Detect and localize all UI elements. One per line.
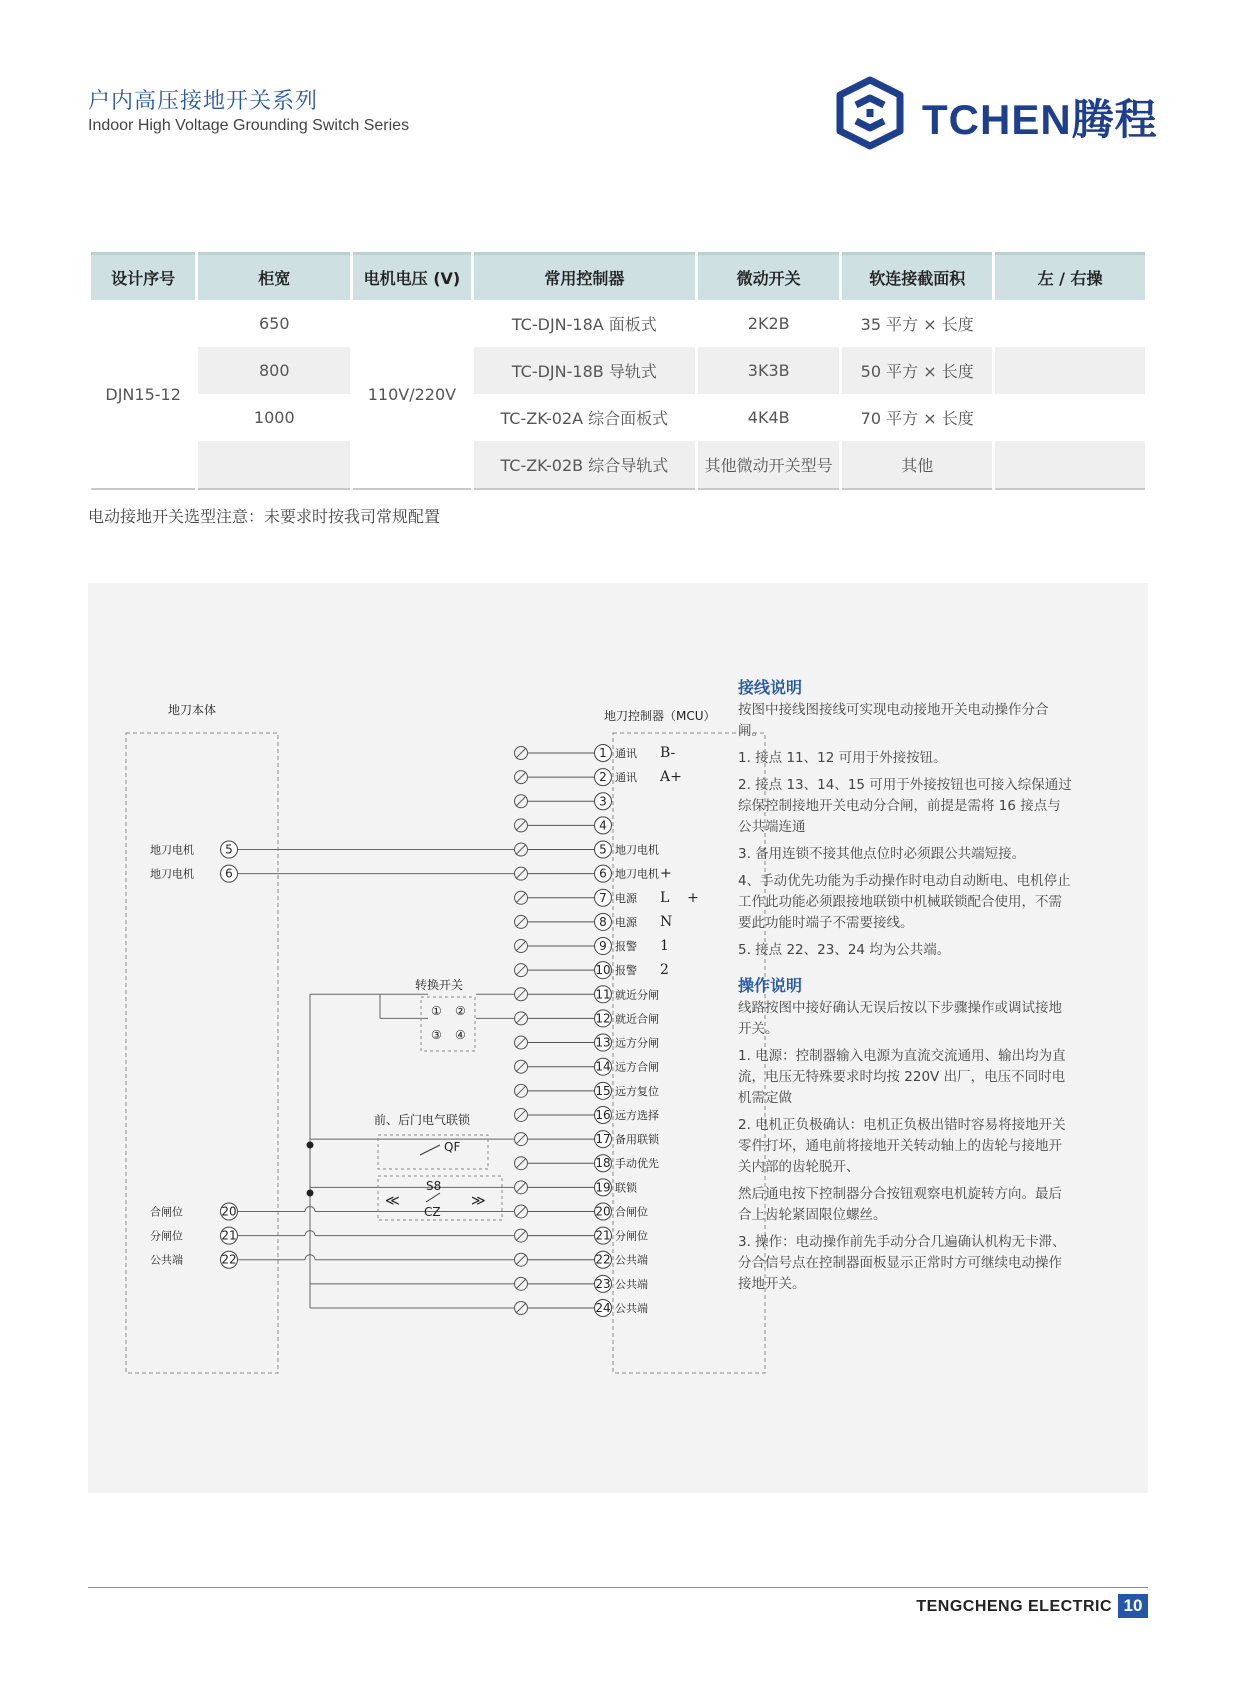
voltage-cell: 110V/220V: [353, 300, 470, 490]
terminal-number: 22: [221, 1252, 237, 1267]
mcu-terminal-20: [515, 1203, 649, 1220]
qf-switch-symbol: [420, 1145, 440, 1155]
body-terminal-21: [150, 1227, 238, 1244]
selection-note: 电动接地开关选型注意：未要求时按我司常规配置: [88, 507, 441, 526]
screw-slot: [516, 1013, 526, 1023]
qf-box: [378, 1135, 488, 1169]
terminal-number: 17: [595, 1132, 611, 1147]
body-terminal-22: [150, 1251, 238, 1268]
mcu-terminal-3: [515, 793, 612, 810]
terminal-number: 15: [595, 1083, 611, 1098]
screw-slot: [516, 1062, 526, 1072]
junction-dot: [307, 1190, 314, 1197]
col-header: 柜宽: [198, 252, 350, 300]
wiring-paragraph: 4、手动优先功能为手动操作时电动自动断电、电机停止工作此功能必须跟接地联锁中机械联锁配合使用，不需要此功能时端子不需要接线。: [738, 873, 1071, 931]
table-row: [91, 441, 1145, 490]
body-terminal-label: 地刀电机: [150, 867, 194, 881]
body-terminal-5: [150, 841, 238, 858]
wiring-title: 接线说明: [738, 678, 803, 697]
operation-paragraph: 2. 电机正负极确认：电机正负极出错时容易将接地开关零件打坏，通电前将接地开关转动轴上的齿轮与接地开关内部的齿轮脱开、: [738, 1117, 1066, 1175]
terminal-label: 公共端: [615, 1301, 648, 1315]
wire-group: [238, 753, 514, 1308]
page-title-en: Indoor High Voltage Grounding Switch Series: [88, 117, 410, 134]
switch-box: [421, 997, 475, 1051]
mcu-terminal-1: [515, 745, 676, 762]
side-cell: [995, 441, 1145, 490]
terminal-label: 就近合闸: [615, 1012, 659, 1026]
micro-cell: 其他微动开关型号: [698, 441, 839, 490]
screw-slot: [516, 772, 526, 782]
cz-label: CZ: [424, 1205, 441, 1219]
table-row: [91, 394, 1145, 441]
body-terminals: [150, 841, 238, 1268]
operation-paragraph: 3. 操作：电动操作前先手动分合几遍确认机构无卡滞、分合信号点在控制器面板显示正常时方可继续电动操作接地开关。: [738, 1234, 1066, 1292]
mcu-title: 地刀控制器（MCU）: [604, 709, 716, 723]
terminal-number: 10: [595, 963, 611, 978]
terminal-number: 8: [599, 914, 607, 929]
terminal-label: 报警: [615, 964, 637, 978]
wiring-paragraph: 5. 接点 22、23、24 均为公共端。: [738, 942, 951, 958]
terminal-extra: L +: [660, 889, 699, 906]
switch-contact: ①: [431, 1004, 442, 1018]
mcu-terminal-17: [515, 1131, 660, 1148]
mcu-terminal-10: [515, 962, 669, 979]
screw-slot: [516, 869, 526, 879]
terminal-number: 6: [225, 866, 233, 881]
mcu-terminal-22: [515, 1251, 649, 1268]
terminal-number: 1: [599, 746, 607, 760]
footer-company: TENGCHENG ELECTRIC: [916, 1598, 1112, 1615]
model-cell: DJN15-12: [91, 300, 195, 490]
terminal-number: 18: [595, 1156, 611, 1171]
mcu-terminal-12: [515, 1010, 660, 1027]
switch-contact: ②: [455, 1004, 466, 1018]
body-terminal-20: [150, 1203, 238, 1220]
terminal-number: 24: [595, 1300, 611, 1315]
terminal-label: 地刀电机: [615, 867, 659, 881]
switch-contact: ③: [431, 1028, 442, 1042]
micro-cell: 3K3B: [698, 347, 839, 394]
terminal-label: 公共端: [615, 1277, 648, 1291]
mcu-terminal-19: [515, 1179, 638, 1196]
screw-slot: [516, 1158, 526, 1168]
terminal-label: 远方分闸: [615, 1036, 659, 1050]
switch-contact: ④: [455, 1028, 466, 1042]
terminal-number: 21: [595, 1228, 611, 1243]
screw-slot: [516, 1231, 526, 1241]
terminal-number: 16: [595, 1107, 611, 1122]
section-cell: 50 平方 × 长度: [842, 347, 992, 394]
terminal-label: 公共端: [615, 1253, 648, 1267]
body-terminal-label: 合闸位: [150, 1205, 183, 1219]
logo-mark-icon: [830, 75, 910, 151]
controller-cell: TC-ZK-02B 综合导轨式: [474, 441, 696, 490]
mcu-terminal-13: [515, 1034, 660, 1051]
mcu-terminal-18: [515, 1155, 660, 1172]
screw-slot: [516, 941, 526, 951]
col-header: 软连接截面积: [842, 252, 992, 300]
screw-slot: [516, 1255, 526, 1265]
page-number: 10: [1118, 1594, 1148, 1618]
operation-title: 操作说明: [738, 976, 803, 995]
mcu-terminal-2: [515, 769, 682, 786]
screw-slot: [516, 1182, 526, 1192]
terminal-number: 19: [595, 1180, 611, 1195]
terminal-number: 21: [221, 1228, 237, 1243]
terminal-number: 2: [599, 770, 607, 785]
mcu-terminal-16: [515, 1106, 660, 1123]
mcu-terminal-7: [515, 889, 699, 906]
terminal-number: 20: [595, 1204, 611, 1219]
col-header: 左 / 右操: [995, 252, 1145, 300]
col-header: 电机电压 (V): [353, 252, 470, 300]
screw-slot: [516, 965, 526, 975]
terminal-label: 合闸位: [615, 1205, 648, 1219]
mcu-terminal-11: [515, 986, 660, 1003]
terminal-label: 电源: [615, 915, 637, 929]
terminal-label: 分闸位: [615, 1229, 648, 1243]
terminal-label: 远方合闸: [615, 1060, 659, 1074]
terminal-extra: +: [660, 865, 672, 882]
body-title: 地刀本体: [168, 703, 217, 717]
terminal-extra: N: [660, 913, 673, 930]
mcu-terminal-5: [515, 841, 660, 858]
screw-slot: [516, 796, 526, 806]
operation-paragraph: 线路按图中接好确认无误后按以下步骤操作或调试接地开关。: [738, 1000, 1062, 1037]
terminal-number: 5: [225, 842, 233, 857]
screw-slot: [516, 917, 526, 927]
terminal-number: 12: [595, 1011, 611, 1026]
s8-label: S8: [426, 1179, 442, 1193]
screw-slot: [516, 1110, 526, 1120]
screw-slot: [516, 893, 526, 903]
terminal-number: 6: [599, 866, 607, 881]
mcu-terminal-9: [515, 938, 669, 955]
brand-logo: [830, 75, 1158, 151]
screw-slot: [516, 1303, 526, 1313]
table-row: [91, 347, 1145, 394]
width-cell: 800: [198, 347, 350, 394]
screw-slot: [516, 1038, 526, 1048]
qf-label: QF: [444, 1140, 461, 1154]
operation-paragraph: 1. 电源：控制器输入电源为直流交流通用、输出均为直流，电压无特殊要求时均按 220V 出厂，电压不同时电机需定做: [738, 1048, 1066, 1106]
terminal-label: 手动优先: [615, 1157, 659, 1171]
width-cell: [198, 441, 350, 490]
terminal-label: 地刀电机: [615, 843, 659, 857]
terminal-number: 7: [599, 890, 607, 905]
interlock-title: 前、后门电气联锁: [374, 1113, 471, 1127]
micro-cell: 4K4B: [747, 408, 790, 427]
wiring-paragraph: 3. 备用连锁不接其他点位时必须跟公共端短接。: [738, 846, 1026, 862]
screw-slot: [516, 1206, 526, 1216]
wiring-paragraph: 按图中接线图接线可实现电动接地开关电动操作分合闸。: [738, 702, 1049, 739]
operation-paragraph: 然后通电按下控制器分合按钮观察电机旋转方向。最后合上齿轮紧固限位螺丝。: [738, 1186, 1062, 1223]
section-cell: 35 平方 × 长度: [860, 315, 974, 334]
screw-slot: [516, 1086, 526, 1096]
terminal-number: 9: [599, 939, 607, 954]
side-cell: [995, 394, 1145, 441]
controller-cell: TC-DJN-18A 面板式: [511, 315, 657, 334]
terminal-extra: 1: [660, 938, 669, 955]
body-box: [126, 733, 278, 1373]
terminal-number: 13: [595, 1035, 611, 1050]
terminal-number: 5: [599, 842, 607, 857]
mcu-terminal-21: [515, 1227, 649, 1244]
terminal-label: 通讯: [615, 747, 637, 760]
wiring-paragraph: 2. 接点 13、14、15 可用于外接按钮也可接入综保通过综保控制接地开关电动分合闸，前提是需将 16 接点与公共端连通: [738, 777, 1072, 835]
micro-cell: 2K2B: [747, 314, 790, 333]
terminal-label: 联锁: [615, 1181, 637, 1195]
terminal-label: 远方复位: [615, 1084, 659, 1098]
terminal-label: 报警: [615, 940, 637, 954]
col-header: 微动开关: [698, 252, 839, 300]
terminal-number: 22: [595, 1252, 611, 1267]
terminal-extra: 2: [660, 962, 669, 979]
operation-body: [738, 998, 1073, 1301]
controller-cell: TC-ZK-02A 综合面板式: [500, 409, 669, 428]
page-title-cn: 户内高压接地开关系列: [88, 89, 319, 114]
body-terminal-6: [150, 865, 238, 882]
terminal-number: 4: [599, 818, 607, 833]
screw-slot: [516, 845, 526, 855]
terminal-extra: A+: [660, 769, 682, 786]
mcu-terminal-6: [515, 865, 672, 882]
width-cell: 1000: [253, 408, 295, 427]
table-row: [91, 300, 1145, 347]
screw-slot: [516, 820, 526, 830]
terminal-number: 11: [595, 987, 611, 1002]
screw-slot: [516, 989, 526, 999]
mcu-terminal-15: [515, 1082, 660, 1099]
wiring-paragraph: 1. 接点 11、12 可用于外接按钮。: [738, 750, 947, 766]
terminal-label: 备用联锁: [615, 1133, 659, 1147]
switch-title: 转换开关: [415, 978, 464, 992]
plug-right-icon: ≫: [471, 1193, 486, 1209]
col-header: 常用控制器: [474, 252, 696, 300]
table-header-row: [91, 252, 1145, 300]
mcu-terminal-24: [515, 1299, 649, 1316]
junction-dot: [307, 1142, 314, 1149]
controller-cell: TC-DJN-18B 导轨式: [474, 347, 696, 394]
section-cell: 70 平方 × 长度: [860, 409, 974, 428]
terminal-label: 电源: [615, 891, 637, 905]
body-terminal-label: 公共端: [150, 1253, 183, 1267]
plug-left-icon: ≪: [385, 1193, 400, 1209]
terminal-label: 远方选择: [615, 1108, 659, 1122]
mcu-terminals: [515, 745, 699, 1317]
mcu-terminal-23: [515, 1275, 649, 1292]
side-cell: [995, 347, 1145, 394]
side-cell: [995, 300, 1145, 347]
terminal-number: 23: [595, 1276, 611, 1291]
width-cell: 650: [258, 314, 290, 333]
mcu-terminal-8: [515, 913, 673, 930]
section-cell: 其他: [842, 441, 992, 490]
screw-slot: [516, 1134, 526, 1144]
screw-slot: [516, 748, 526, 758]
col-header: 设计序号: [91, 252, 195, 300]
terminal-label: 就近分闸: [615, 988, 659, 1002]
wiring-diagram: [88, 583, 768, 1493]
footer-divider: [88, 1587, 1148, 1588]
terminal-label: 通讯: [615, 771, 637, 785]
mcu-terminal-14: [515, 1058, 660, 1075]
wiring-body: [738, 700, 1073, 967]
terminal-number: 20: [221, 1204, 237, 1219]
mcu-terminal-4: [515, 817, 612, 834]
brand-name: TCHEN腾程: [922, 96, 1158, 143]
s8-contact-symbol: [426, 1193, 440, 1202]
spec-table: [88, 252, 1148, 490]
wiring-diagram-panel: [88, 583, 1148, 1493]
terminal-number: 14: [595, 1059, 611, 1074]
body-terminal-label: 地刀电机: [150, 843, 194, 857]
screw-slot: [516, 1279, 526, 1289]
terminal-extra: B-: [660, 745, 676, 761]
terminal-number: 3: [599, 794, 607, 809]
body-terminal-label: 分闸位: [150, 1229, 183, 1243]
